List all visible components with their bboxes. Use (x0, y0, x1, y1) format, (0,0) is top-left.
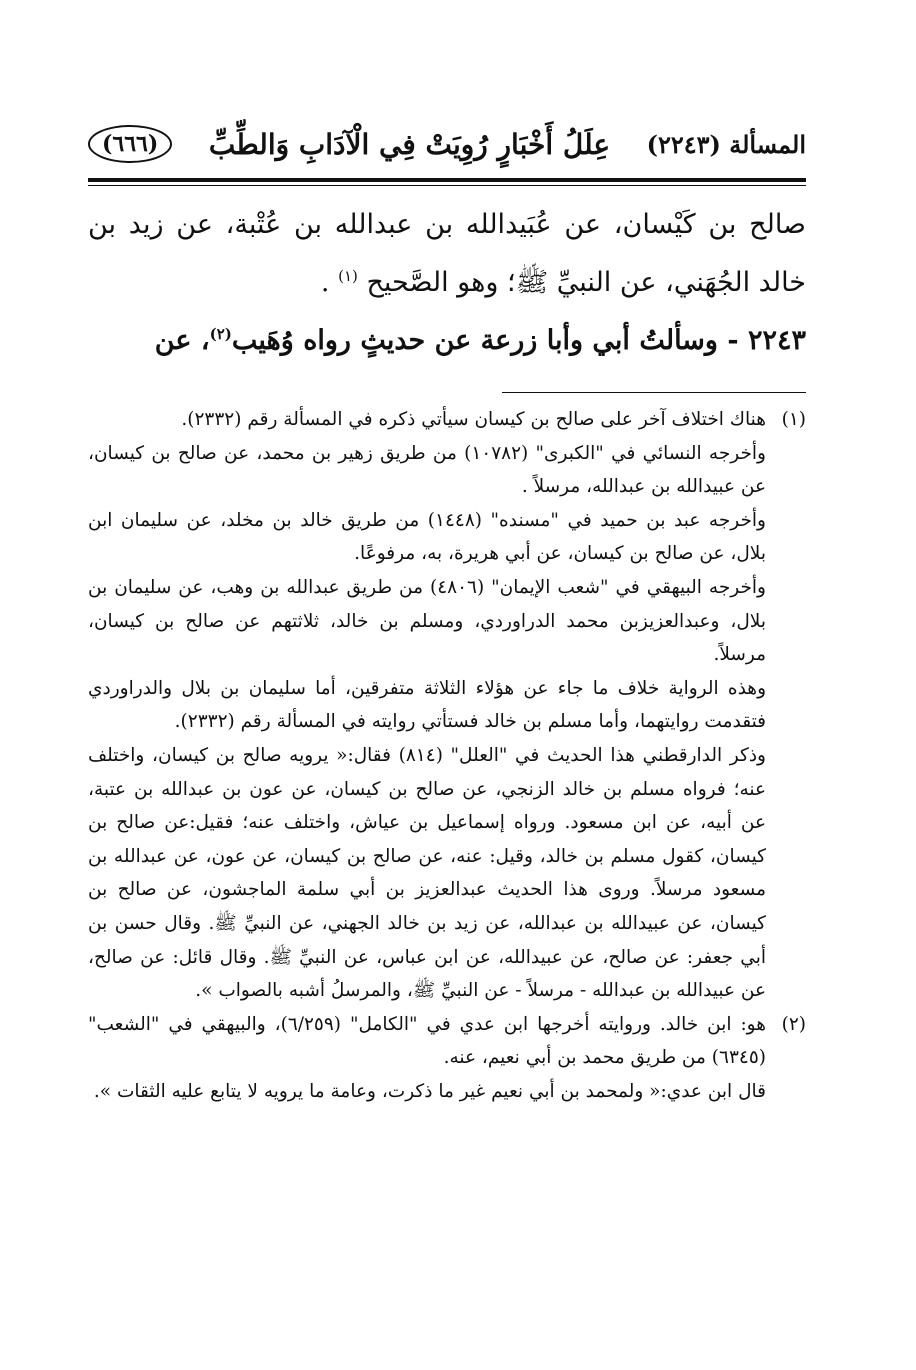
footnote (88, 403, 806, 1008)
footnote-ref: (٢) (209, 325, 232, 343)
header-right-group (647, 130, 806, 159)
page-number: (٦٦٦) (88, 125, 172, 163)
main-text (88, 196, 806, 370)
footnote-number: (١) (781, 409, 806, 430)
book-title: عِلَلُ أَخْبَارٍ رُوِيَتْ فِي الْآدَابِ وَالطِّبِّ (208, 127, 611, 161)
footnote-body (88, 403, 766, 1008)
footnote-paragraph: هو: ابن خالد. وروايته أخرجها ابن عدي في "الكامل" (٦/٢٥٩)، والبيهقي في "الشعب" (٦٣٤٥) من طريق محمد بن أبي نعيم، عنه. (88, 1013, 766, 1069)
entry-paragraph (88, 312, 806, 370)
entry-end: ، عن (154, 325, 210, 356)
footnote-number: (٢) (781, 1013, 806, 1035)
footnote-paragraph: وأخرجه البيهقي في "شعب الإيمان" (٤٨٠٦) من طريق عبدالله بن وهب، عن سليمان بن بلال، وعبدالعزيزبن محمد الدراوردي، ومسلم بن خالد، ثلاثتهم عن صالح بن كيسان، مرسلاً. (88, 576, 766, 666)
main-paragraph-text: صالح بن كَيْسان، عن عُبَيدالله بن عبدالله بن عُتْبة، عن زيد بن خالد الجُهَني، عن النبيِّ ﷺ؛ وهو الصَّحيح (88, 209, 806, 298)
document-page (88, 118, 806, 1108)
footnote-body (88, 1008, 766, 1109)
footnote-separator (502, 392, 806, 393)
footnote (88, 1008, 806, 1109)
main-paragraph (88, 196, 806, 312)
footnote-paragraph: قال ابن عدي:« ولمحمد بن أبي نعيم غير ما ذكرت، وعامة ما يرويه لا يتابع عليه الثقات ». (93, 1080, 766, 1102)
footnote-paragraph: وذكر الدارقطني هذا الحديث في "العلل" (٨١٤) فقال:« يرويه صالح بن كيسان، واختلف عنه؛ فرواه مسلم بن خالد الزنجي، عن صالح بن كيسان، عن عون بن عبدالله بن عتبة، عن أبيه، عن ابن مسعود. ورواه إسماعيل بن عياش، واختلف عنه؛ فقيل:عن صالح بن كيسان، كقول مسلم بن خالد، وقيل: عنه، عن صالح بن كيسان، عن عون، عن عبدالله بن مسعود مرسلاً. وروى هذا الحديث عبدالعزيز بن أبي سلمة الماجشون، عن صالح بن كيسان، عن عبيدالله بن عبدالله، عن زيد بن خالد الجهني، عن النبيِّ ﷺ. وقال حسن بن أبي جعفر: عن صالح، عن عبيدالله، عن ابن عباس، عن النبيِّ ﷺ. وقال قائل: عن صالح، عن عبيدالله بن عبدالله - مرسلاً - عن النبيِّ ﷺ، والمرسلُ أشبه بالصواب ». (88, 744, 766, 1002)
footnotes (88, 403, 806, 1108)
footnote-paragraph: وهذه الرواية خلاف ما جاء عن هؤلاء الثلاثة متفرقين، أما سليمان بن بلال والدراوردي فتقدمت روايتهما، وأما مسلم بن خالد فستأتي روايته في المسألة رقم (٢٣٣٢). (88, 677, 766, 733)
main-paragraph-end: . (320, 267, 330, 298)
header-rule-thick (88, 178, 806, 182)
masala-number: المسألة (٢٢٤٣) (646, 129, 806, 159)
footnote-paragraph: هناك اختلاف آخر على صالح بن كيسان سيأتي ذكره في المسألة رقم (٢٣٣٢). (181, 409, 766, 430)
footnote-ref: (١) (338, 267, 358, 285)
footnote-paragraph: وأخرجه عبد بن حميد في "مسنده" (١٤٤٨) من طريق خالد بن مخلد، عن سليمان ابن بلال، عن صالح بن كيسان، عن أبي هريرة، به، مرفوعًا. (88, 509, 766, 565)
entry-text: ٢٢٤٣ - وسألتُ أبي وأبا زرعة عن حديثٍ رواه وُهَيب (231, 325, 806, 356)
footnote-paragraph: وأخرجه النسائي في "الكبرى" (١٠٧٨٢) من طريق زهير بن محمد، عن صالح بن كيسان، عن عبيدالله بن عبدالله، مرسلاً . (88, 442, 766, 498)
page-header (88, 118, 806, 170)
header-rule-thin (88, 185, 806, 186)
